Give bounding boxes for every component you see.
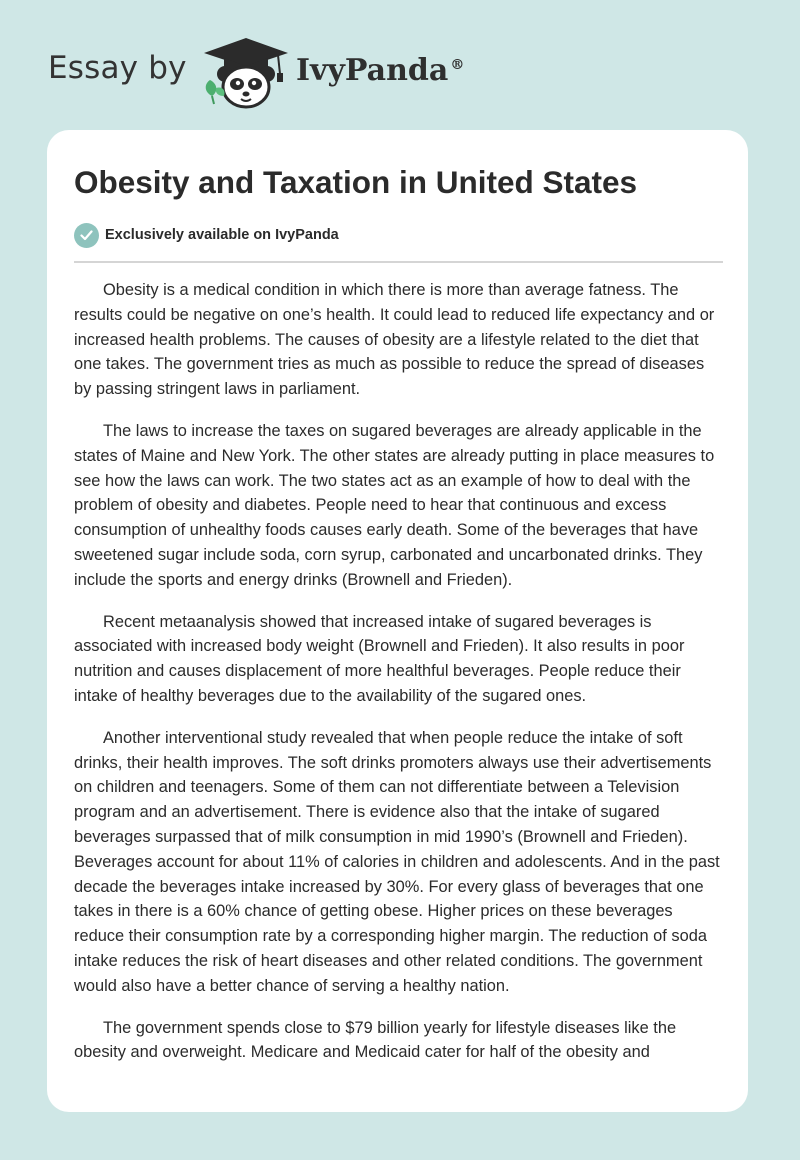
panda-graduate-logo-icon[interactable] [200, 36, 292, 110]
paragraph: The government spends close to $79 billion yearly for lifestyle diseases like the obesity and overweight. Medicare and Medicaid cater for half of the obesity and [74, 1018, 677, 1062]
paragraph: The laws to increase the taxes on sugared beverages are already applicable in the states of Maine and New York. The other states are already putting in place measures to see how the laws can work. The two states act as an example of how to deal with the problem of obesity and diabetes. People need to hear that continuous and excess consumption of unhealthy foods causes early death. Some of the beverages that have sweetened sugar include soda, corn syrup, carbonated and uncarbonated drinks. They include the sports and energy drinks (Brownell and Frieden). [74, 421, 715, 589]
brand-name-text: IvyPanda [296, 53, 449, 88]
exclusive-badge-text: Exclusively available on IvyPanda [105, 227, 339, 243]
paragraph: Obesity is a medical condition in which there is more than average fatness. The results could be negative on one’s health. It could lead to reduced life expectancy and or increased health problems. The causes of obesity are a lifestyle related to the diet that one takes. The government tries as much as possible to reduce the spread of diseases by passing stringent laws in parliament. [74, 281, 715, 399]
brand-name[interactable] [296, 53, 464, 88]
essay-body [74, 278, 726, 1082]
exclusive-badge [74, 222, 339, 248]
page-title: Obesity and Taxation in United States [74, 164, 638, 200]
check-circle-icon [74, 223, 99, 248]
paragraph: Recent metaanalysis showed that increased intake of sugared beverages is associated with increased body weight (Brownell and Frieden). It also results in poor nutrition and causes displacement of more healthful beverages. People reduce their intake of healthy beverages due to the availability of the sugared ones. [74, 612, 685, 705]
site-header [0, 0, 800, 128]
registered-mark: ® [450, 57, 465, 73]
essay-card [47, 130, 748, 1112]
paragraph: Another interventional study revealed that when people reduce the intake of soft drinks, their health improves. The soft drinks promoters always use their advertisements on children and teenagers. Some of them can not differentiate between a Television program and an advertisement. There is evidence also that the intake of sugared beverages surpassed that of milk consumption in mid 1990’s (Brownell and Frieden). Beverages account for about 11% of calories in children and adolescents. And in the past decade the beverages intake increased by 30%. For every glass of beverages that one takes in there is a 60% chance of getting obese. Higher prices on these beverages reduce their consumption rate by a corresponding higher margin. The reduction of soda intake reduces the risk of heart diseases and other related conditions. The government would also have a better chance of serving a healthy nation. [74, 728, 720, 995]
brand-prefix: Essay by [48, 50, 187, 86]
divider [74, 261, 723, 263]
